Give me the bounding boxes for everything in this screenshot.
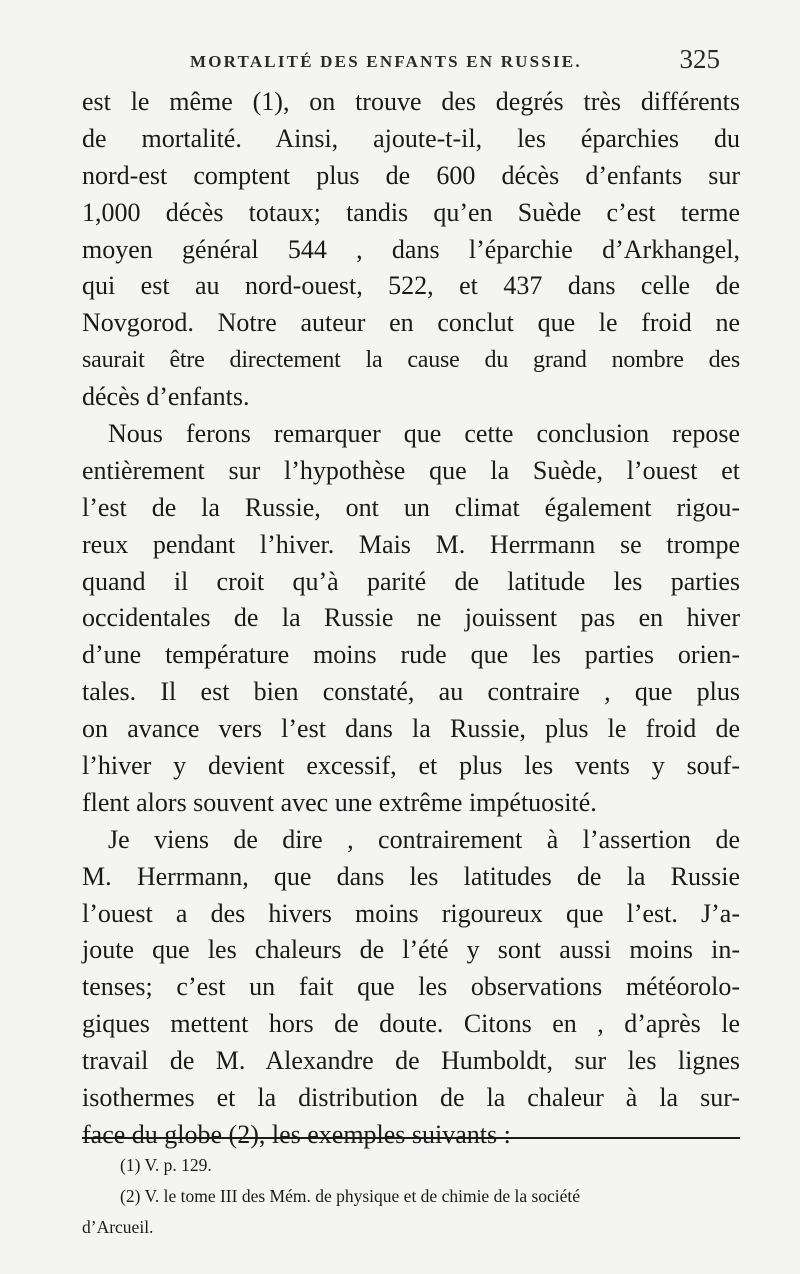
footnote-rule — [82, 1137, 740, 1139]
page-number: 325 — [679, 44, 720, 74]
text-line: occidentales de la Russie ne jouissent pas en hiver — [82, 603, 740, 633]
text-line: moyen général 544 , dans l’éparchie d’Arkhangel, — [82, 234, 740, 264]
text-line: l’hiver y devient excessif, et plus les vents y souf- — [82, 751, 740, 781]
running-header — [190, 42, 720, 78]
text-line: entièrement sur l’hypothèse que la Suède, l’ouest et — [82, 455, 740, 485]
text-line: M. Herrmann, que dans les latitudes de la Russie — [82, 861, 740, 891]
text-line: est le même (1), on trouve des degrés très différents — [82, 87, 740, 116]
body-text — [82, 84, 740, 1154]
text-line: joute que les chaleurs de l’été y sont aussi moins in- — [82, 935, 740, 965]
text-line: quand il croit qu’à parité de latitude les parties — [82, 566, 740, 596]
text-line: on avance vers l’est dans la Russie, plus le froid de — [82, 714, 740, 744]
text-line: l’est de la Russie, ont un climat également rigou- — [82, 492, 740, 522]
footnotes — [82, 1150, 780, 1243]
text-line: qui est au nord-ouest, 522, et 437 dans celle de — [82, 271, 740, 301]
text-line: Nous ferons remarquer que cette conclusion repose — [108, 419, 740, 449]
footnote: (1) V. p. 129. — [120, 1155, 212, 1175]
text-line: l’ouest a des hivers moins rigoureux que l’est. J’a- — [82, 898, 740, 928]
footnote-continuation: d’Arcueil. — [82, 1217, 154, 1237]
text-line: saurait être directement la cause du grand nombre des — [82, 347, 740, 374]
text-line: giques mettent hors de doute. Citons en , d’après le — [82, 1009, 740, 1039]
text-line: reux pendant l’hiver. Mais M. Herrmann se trompe — [82, 529, 740, 559]
text-line: tales. Il est bien constaté, au contraire , que plus — [82, 677, 740, 707]
running-title: MORTALITÉ DES ENFANTS EN RUSSIE. — [190, 52, 582, 71]
footnote: (2) V. le tome III des Mém. de physique et de chimie de la société — [120, 1186, 581, 1206]
text-line: face du globe (2), les exemples suivants : — [82, 1119, 511, 1149]
text-line: d’une température moins rude que les parties orien- — [82, 640, 740, 670]
text-line: 1,000 décès totaux; tandis qu’en Suède c’est terme — [82, 197, 740, 227]
text-line: Novgorod. Notre auteur en conclut que le froid ne — [82, 308, 740, 338]
text-line: travail de M. Alexandre de Humboldt, sur les lignes — [82, 1046, 740, 1076]
text-line: décès d’enfants. — [82, 382, 250, 412]
text-line: flent alors souvent avec une extrême impétuosité. — [82, 787, 597, 817]
text-line: de mortalité. Ainsi, ajoute-t-il, les éparchies du — [82, 123, 740, 153]
text-line: Je viens de dire , contrairement à l’assertion de — [108, 824, 740, 854]
text-line: isothermes et la distribution de la chaleur à la sur- — [82, 1083, 740, 1113]
text-line: nord-est comptent plus de 600 décès d’enfants sur — [82, 160, 740, 190]
text-line: tenses; c’est un fait que les observations météorolo- — [82, 972, 740, 1002]
